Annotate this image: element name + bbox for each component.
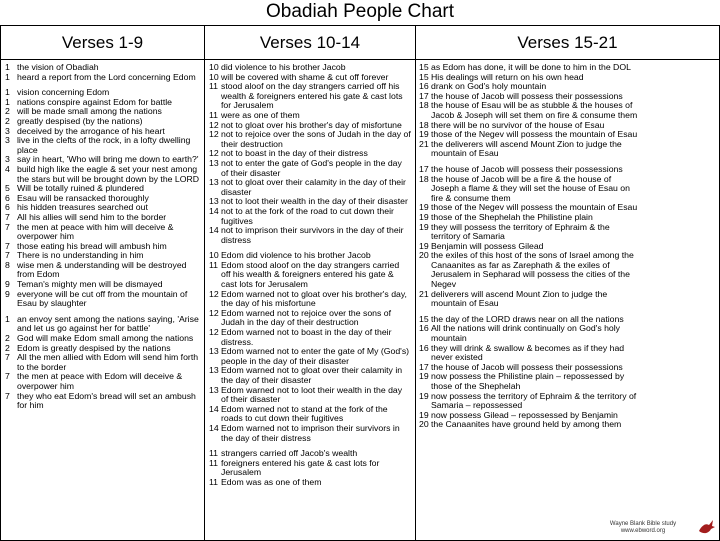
verse-entry bbox=[419, 344, 641, 363]
verse-text: deceived by the arrogance of his heart bbox=[17, 125, 165, 136]
verse-entry bbox=[419, 175, 641, 204]
verse-text: were as one of them bbox=[221, 109, 300, 120]
verse-entry bbox=[209, 424, 411, 443]
verse-number: 1 bbox=[5, 63, 10, 72]
verse-text: now possess Gilead – repossessed by Benjamin bbox=[431, 409, 618, 420]
verse-entry bbox=[5, 136, 201, 155]
verse-number: 11 bbox=[209, 476, 219, 487]
verse-number: 15 bbox=[419, 71, 429, 82]
verse-text: as Edom has done, it will be done to him in the DOL bbox=[431, 63, 631, 72]
verse-text: Teman's mighty men will be dismayed bbox=[17, 279, 163, 290]
verse-number: 18 bbox=[419, 119, 429, 130]
verse-entry bbox=[5, 223, 201, 242]
verse-text: Edom warned not to stand at the fork of the roads to cut down their fugitives bbox=[221, 403, 388, 424]
verse-text: wise men & understanding will be destroyed from Edom bbox=[17, 259, 187, 280]
verse-number: 7 bbox=[5, 371, 10, 382]
verse-text: All the men allied with Edom will send him forth to the border bbox=[17, 352, 199, 372]
entry-group bbox=[419, 315, 641, 430]
header-divider bbox=[1, 59, 719, 60]
verse-entry bbox=[209, 82, 411, 111]
verse-number: 7 bbox=[5, 352, 10, 363]
verse-entry bbox=[209, 309, 411, 328]
verse-number: 10 bbox=[209, 250, 219, 261]
verse-number: 19 bbox=[419, 211, 429, 222]
verse-text: now possess the Philistine plain – repossessed by those of the Shephelah bbox=[431, 371, 625, 391]
verse-number: 13 bbox=[209, 157, 219, 168]
verse-entry bbox=[5, 372, 201, 391]
verse-entry bbox=[209, 366, 411, 385]
verse-entry bbox=[419, 101, 641, 120]
verse-text: there will be no survivor of the house of Esau bbox=[431, 119, 605, 130]
verse-text: his hidden treasures searched out bbox=[17, 202, 148, 213]
verse-text: the deliverers will ascend Mount Zion to judge the mountain of Esau bbox=[431, 138, 622, 159]
verse-number: 21 bbox=[419, 138, 429, 149]
verse-text: There is no understanding in him bbox=[17, 250, 144, 261]
footer-line-1: Wayne Blank Bible study bbox=[609, 521, 677, 527]
verse-text: vision concerning Edom bbox=[17, 87, 110, 98]
verse-text: those of the Negev will possess the mountain of Esau bbox=[431, 202, 638, 213]
verse-text: Edom warned not to imprison their survivors in the day of their distress bbox=[221, 422, 400, 443]
verse-number: 19 bbox=[419, 221, 429, 232]
verse-text: Edom warned not to enter the gate of My (God's) people in the day of their disaster bbox=[221, 346, 410, 366]
verse-text: drank on God's holy mountain bbox=[431, 81, 547, 92]
verse-text: heard a report from the Lord concerning Edom bbox=[17, 71, 196, 82]
verse-entry bbox=[209, 290, 411, 309]
verse-number: 6 bbox=[5, 192, 10, 203]
verse-text: Will be totally ruined & plundered bbox=[17, 183, 145, 194]
verse-entry bbox=[419, 372, 641, 391]
column-divider bbox=[204, 26, 205, 540]
verse-text: those of the Negev will possess the mountain of Esau bbox=[431, 129, 638, 140]
verse-number: 7 bbox=[5, 221, 10, 232]
verse-text: now possess the territory of Ephraim & the territory of Samaria – repossessed bbox=[431, 390, 637, 411]
verse-number: 7 bbox=[5, 390, 10, 401]
verse-text: say in heart, 'Who will bring me down to earth?' bbox=[17, 154, 199, 165]
verse-number: 10 bbox=[209, 63, 219, 72]
verse-entry bbox=[209, 386, 411, 405]
verse-number: 13 bbox=[209, 177, 219, 188]
verse-text: stood aloof on the day strangers carried off his wealth & foreigners entered his gate & cast lots for Jerusalem bbox=[221, 81, 403, 111]
verse-entry bbox=[209, 178, 411, 197]
verse-entry bbox=[419, 392, 641, 411]
verse-number: 3 bbox=[5, 135, 10, 146]
verse-text: did violence to his brother Jacob bbox=[221, 63, 346, 72]
entry-group bbox=[419, 63, 641, 159]
verse-entry bbox=[209, 261, 411, 290]
verse-text: His dealings will return on his own head bbox=[431, 71, 584, 82]
verse-text: Edom did violence to his brother Jacob bbox=[221, 250, 371, 261]
verse-number: 2 bbox=[5, 342, 10, 353]
verse-number: 17 bbox=[419, 90, 429, 101]
verse-entry bbox=[419, 420, 641, 430]
verse-number: 7 bbox=[5, 211, 10, 222]
verse-entry bbox=[5, 73, 201, 83]
entry-group bbox=[5, 63, 201, 82]
verse-text: the men at peace with him will deceive & overpower him bbox=[17, 221, 174, 242]
verse-number: 4 bbox=[5, 163, 10, 174]
verse-number: 13 bbox=[209, 346, 219, 357]
column-verses-15-21 bbox=[419, 63, 641, 537]
verse-entry bbox=[209, 207, 411, 226]
verse-text: not to enter the gate of God's people in the day of their disaster bbox=[221, 157, 402, 178]
verse-number: 2 bbox=[5, 106, 10, 117]
verse-text: build high like the eagle & set your nest among the stars but will be brought down by the LORD bbox=[17, 163, 200, 184]
verse-number: 12 bbox=[209, 129, 219, 140]
verse-number: 11 bbox=[209, 457, 219, 468]
verse-text: the exiles of this host of the sons of Israel among the Canaanites as far as Zarephath & the exiles of Jerusalem in Sepharad will possess the cities of the Negev bbox=[431, 250, 634, 290]
verse-number: 7 bbox=[5, 250, 10, 261]
verse-text: deliverers will ascend Mount Zion to judge the mountain of Esau bbox=[431, 288, 608, 309]
verse-number: 20 bbox=[419, 250, 429, 261]
verse-text: not to gloat over his brother's day of misfortune bbox=[221, 119, 402, 130]
verse-number: 12 bbox=[209, 288, 219, 299]
verse-number: 12 bbox=[209, 148, 219, 159]
column-divider bbox=[415, 26, 416, 540]
verse-number: 1 bbox=[5, 71, 10, 82]
verse-entry bbox=[5, 315, 201, 334]
verse-text: Edom is greatly despised by the nations bbox=[17, 342, 171, 353]
verse-number: 15 bbox=[419, 63, 429, 72]
verse-text: the house of Jacob will possess their possessions bbox=[431, 361, 623, 372]
verse-number: 19 bbox=[419, 129, 429, 140]
entry-group bbox=[209, 449, 411, 487]
verse-number: 3 bbox=[5, 154, 10, 165]
verse-entry bbox=[209, 478, 411, 488]
verse-entry bbox=[5, 261, 201, 280]
footer-credit bbox=[593, 521, 693, 535]
verse-number: 12 bbox=[209, 327, 219, 338]
verse-number: 19 bbox=[419, 240, 429, 251]
verse-entry bbox=[419, 251, 641, 289]
verse-number: 2 bbox=[5, 333, 10, 344]
verse-number: 19 bbox=[419, 371, 429, 382]
verse-number: 13 bbox=[209, 196, 219, 207]
footer-line-2: www.ebword.org bbox=[620, 528, 666, 534]
verse-number: 19 bbox=[419, 202, 429, 213]
verse-number: 20 bbox=[419, 419, 429, 430]
entry-group bbox=[419, 165, 641, 309]
verse-text: foreigners entered his gate & cast lots for Jerusalem bbox=[221, 457, 380, 478]
column-heading-2: Verses 10-14 bbox=[259, 33, 361, 52]
verse-number: 15 bbox=[419, 313, 429, 324]
verse-text: strangers carried off Jacob's wealth bbox=[221, 448, 358, 459]
verse-text: Edom was as one of them bbox=[221, 476, 322, 487]
verse-text: they will drink & swallow & becomes as if they had never existed bbox=[431, 342, 625, 363]
verse-number: 18 bbox=[419, 100, 429, 111]
verse-text: the house of Esau will be as stubble & the houses of Jacob & Joseph will set them on fire & consume them bbox=[431, 100, 638, 120]
verse-text: Edom warned not to loot their wealth in the day of their disaster bbox=[221, 384, 403, 405]
verse-text: not to at the fork of the road to cut down their fugitives bbox=[221, 205, 394, 226]
verse-text: not to loot their wealth in the day of their disaster bbox=[221, 196, 408, 207]
verse-number: 13 bbox=[209, 384, 219, 395]
verse-text: not to boast in the day of their distress bbox=[221, 148, 368, 159]
verse-number: 13 bbox=[209, 365, 219, 376]
verse-text: not to imprison their survivors in the day of their distress bbox=[221, 225, 404, 245]
entry-group bbox=[209, 251, 411, 443]
verse-number: 8 bbox=[5, 259, 10, 270]
verse-text: will be covered with shame & cut off forever bbox=[221, 71, 389, 82]
verse-text: the Canaanites have ground held by among them bbox=[431, 419, 622, 430]
verse-number: 12 bbox=[209, 119, 219, 130]
verse-number: 18 bbox=[419, 173, 429, 184]
verse-text: they who eat Edom's bread will set an ambush for him bbox=[17, 390, 196, 411]
verse-entry bbox=[419, 223, 641, 242]
verse-number: 12 bbox=[209, 307, 219, 318]
verse-number: 17 bbox=[419, 361, 429, 372]
verse-text: the vision of Obadiah bbox=[17, 63, 99, 72]
verse-number: 1 bbox=[5, 87, 10, 98]
verse-number: 11 bbox=[209, 109, 219, 120]
verse-entry bbox=[5, 165, 201, 184]
verse-text: everyone will be cut off from the mountain of Esau by slaughter bbox=[17, 288, 188, 309]
verse-number: 1 bbox=[5, 313, 10, 324]
verse-text: the day of the LORD draws near on all the nations bbox=[431, 313, 624, 324]
verse-number: 11 bbox=[209, 81, 219, 92]
verse-text: live in the clefts of the rock, in a lofty dwelling place bbox=[17, 135, 191, 155]
verse-number: 5 bbox=[5, 183, 10, 194]
logo-icon bbox=[697, 517, 717, 537]
verse-number: 9 bbox=[5, 288, 10, 299]
verse-entry bbox=[209, 405, 411, 424]
verse-entry bbox=[209, 226, 411, 245]
verse-number: 3 bbox=[5, 125, 10, 136]
verse-text: Edom warned not to rejoice over the sons of Judah in the day of their destruction bbox=[221, 307, 391, 328]
verse-entry bbox=[5, 392, 201, 411]
verse-text: Benjamin will possess Gilead bbox=[431, 240, 544, 251]
verse-text: nations conspire against Edom for battle bbox=[17, 96, 173, 107]
entry-group bbox=[209, 63, 411, 245]
verse-number: 14 bbox=[209, 205, 219, 216]
verse-entry bbox=[5, 353, 201, 372]
verse-number: 2 bbox=[5, 115, 10, 126]
chart-table bbox=[0, 25, 720, 541]
verse-number: 10 bbox=[209, 71, 219, 82]
verse-text: Esau will be ransacked thoroughly bbox=[17, 192, 149, 203]
verse-number: 16 bbox=[419, 323, 429, 334]
verse-entry bbox=[209, 159, 411, 178]
verse-entry bbox=[209, 130, 411, 149]
verse-number: 19 bbox=[419, 409, 429, 420]
column-heading-3: Verses 15-21 bbox=[517, 33, 618, 52]
verse-number: 9 bbox=[5, 279, 10, 290]
verse-number: 6 bbox=[5, 202, 10, 213]
verse-text: God will make Edom small among the nations bbox=[17, 333, 194, 344]
page-title: Obadiah People Chart bbox=[265, 1, 454, 22]
verse-number: 1 bbox=[5, 96, 10, 107]
verse-number: 14 bbox=[209, 422, 219, 433]
verse-number: 16 bbox=[419, 81, 429, 92]
verse-text: Edom warned not to gloat over their calamity in the day of their disaster bbox=[221, 365, 403, 385]
verse-number: 11 bbox=[209, 259, 219, 270]
verse-text: the house of Jacob will possess their possessions bbox=[431, 90, 623, 101]
verse-text: those eating his bread will ambush him bbox=[17, 240, 167, 251]
verse-text: the men at peace with Edom will deceive & overpower him bbox=[17, 371, 183, 391]
verse-text: the house of Jacob will be a fire & the house of Joseph a flame & they will set the house of Esau on fire & consume them bbox=[431, 173, 630, 203]
verse-text: the house of Jacob will possess their possessions bbox=[431, 163, 623, 174]
verse-entry bbox=[419, 324, 641, 343]
verse-text: will be made small among the nations bbox=[17, 106, 162, 117]
verse-number: 21 bbox=[419, 288, 429, 299]
verse-entry bbox=[209, 347, 411, 366]
verse-number: 16 bbox=[419, 342, 429, 353]
verse-text: they will possess the territory of Ephraim & the territory of Samaria bbox=[431, 221, 610, 242]
column-verses-10-14 bbox=[209, 63, 411, 537]
verse-text: Edom stood aloof on the day strangers carried off his wealth & foreigners entered his gate & cast lots for Jerusalem bbox=[221, 259, 400, 290]
verse-text: those of the Shephelah the Philistine plain bbox=[431, 211, 593, 222]
verse-text: All the nations will drink continually on God's holy mountain bbox=[431, 323, 621, 344]
verse-entry bbox=[419, 290, 641, 309]
verse-text: Edom warned not to gloat over his brother's day, the day of his misfortune bbox=[221, 288, 407, 309]
verse-entry bbox=[5, 290, 201, 309]
verse-number: 14 bbox=[209, 225, 219, 236]
verse-number: 19 bbox=[419, 390, 429, 401]
column-heading-1: Verses 1-9 bbox=[61, 33, 144, 52]
verse-entry bbox=[419, 140, 641, 159]
verse-text: an envoy sent among the nations saying, 'Arise and let us go against her for battle' bbox=[17, 313, 199, 334]
verse-entry bbox=[209, 459, 411, 478]
entry-group bbox=[5, 315, 201, 411]
verse-number: 7 bbox=[5, 240, 10, 251]
verse-text: Edom warned not to boast in the day of their distress. bbox=[221, 327, 392, 347]
entry-group bbox=[5, 88, 201, 309]
verse-text: not to rejoice over the sons of Judah in the day of their destruction bbox=[221, 129, 411, 149]
verse-text: All his allies will send him to the border bbox=[17, 211, 167, 222]
column-verses-1-9 bbox=[5, 63, 201, 537]
verse-number: 14 bbox=[209, 403, 219, 414]
verse-text: not to gloat over their calamity in the day of their disaster bbox=[221, 177, 406, 197]
verse-text: greatly despised (by the nations) bbox=[17, 115, 143, 126]
verse-number: 11 bbox=[209, 448, 219, 459]
verse-entry bbox=[209, 328, 411, 347]
verse-number: 17 bbox=[419, 163, 429, 174]
